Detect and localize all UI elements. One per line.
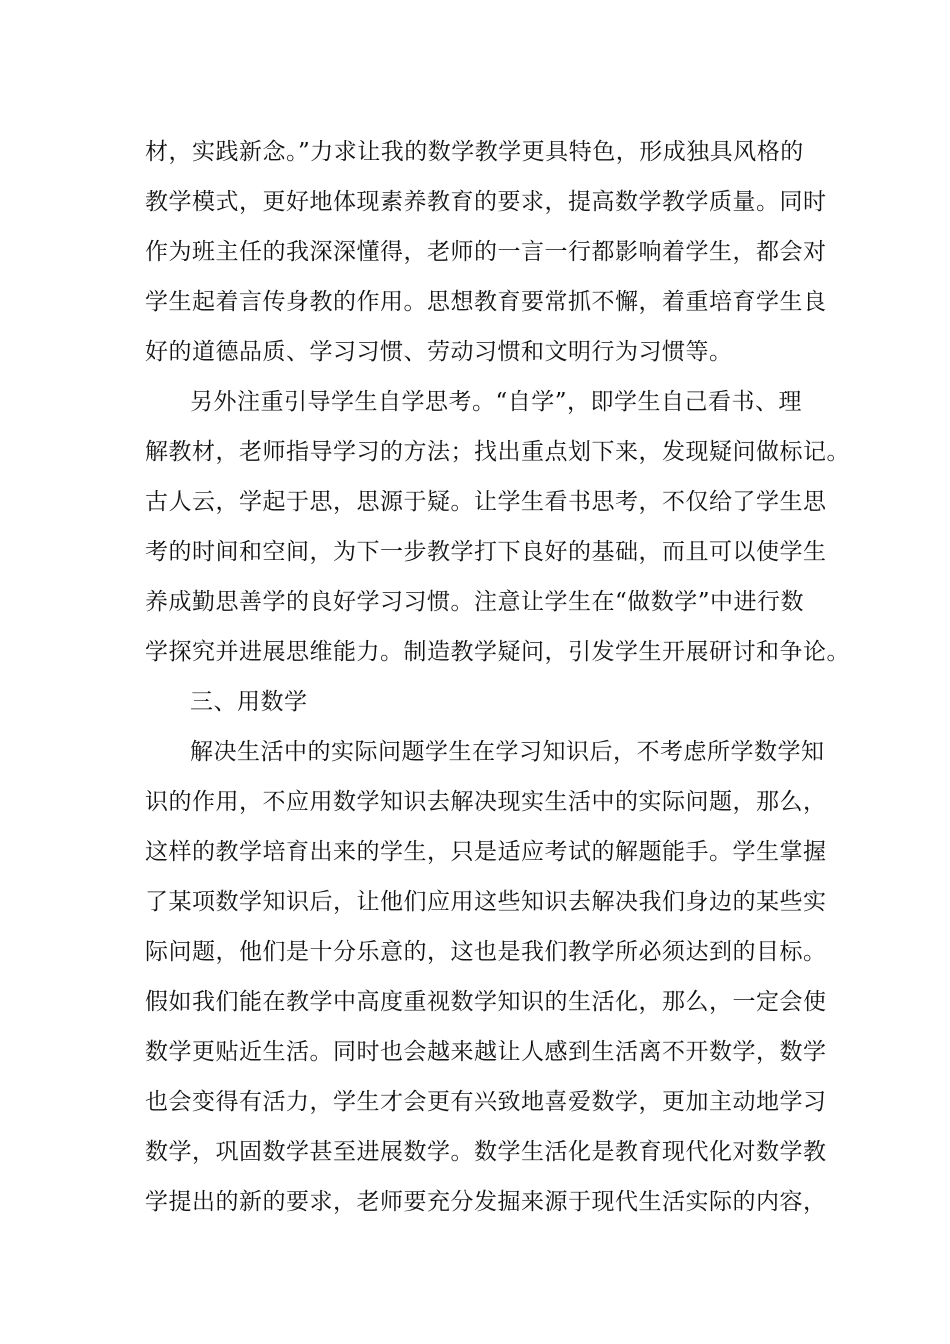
text-line: 了某项数学知识后，让他们应用这些知识去解决我们身边的某些实 xyxy=(145,889,827,915)
text-line: 假如我们能在教学中高度重视数学知识的生活化，那么，一定会使 xyxy=(145,989,827,1015)
text-line: 作为班主任的我深深懂得，老师的一言一行都影响着学生，都会对 xyxy=(145,239,827,265)
text-line: 另外注重引导学生自学思考。“自学”，即学生自己看书、理 xyxy=(190,389,803,415)
text-line: 数学更贴近生活。同时也会越来越让人感到生活离不开数学，数学 xyxy=(145,1039,827,1065)
text-line: 养成勤思善学的良好学习习惯。注意让学生在“做数学”中进行数 xyxy=(145,589,805,615)
text-line: 解教材，老师指导学习的方法；找出重点划下来，发现疑问做标记。 xyxy=(145,439,850,465)
text-line: 际问题，他们是十分乐意的，这也是我们教学所必须达到的目标。 xyxy=(145,939,827,965)
text-line: 材，实践新念。”力求让我的数学教学更具特色，形成独具风格的 xyxy=(145,139,804,165)
text-line: 数学，巩固数学甚至进展数学。数学生活化是教育现代化对数学教 xyxy=(145,1139,827,1165)
text-line: 教学模式，更好地体现素养教育的要求，提高数学教学质量。同时 xyxy=(145,189,827,215)
text-line: 古人云，学起于思，思源于疑。让学生看书思考，不仅给了学生思 xyxy=(145,489,827,515)
text-line: 考的时间和空间，为下一步教学打下良好的基础，而且可以使学生 xyxy=(145,539,827,565)
text-line: 好的道德品质、学习习惯、劳动习惯和文明行为习惯等。 xyxy=(145,339,733,365)
text-line: 学提出的新的要求，老师要充分发掘来源于现代生活实际的内容， xyxy=(145,1189,827,1215)
section-heading: 三、用数学 xyxy=(190,689,308,715)
text-line: 学生起着言传身教的作用。思想教育要常抓不懈，着重培育学生良 xyxy=(145,289,827,315)
text-line: 也会变得有活力，学生才会更有兴致地喜爱数学，更加主动地学习 xyxy=(145,1089,827,1115)
text-line: 识的作用，不应用数学知识去解决现实生活中的实际问题，那么， xyxy=(145,789,827,815)
text-line: 这样的教学培育出来的学生，只是适应考试的解题能手。学生掌握 xyxy=(145,839,827,865)
text-line: 解决生活中的实际问题学生在学习知识后，不考虑所学数学知 xyxy=(190,739,825,765)
text-line: 学探究并进展思维能力。制造教学疑问，引发学生开展研讨和争论。 xyxy=(145,639,850,665)
